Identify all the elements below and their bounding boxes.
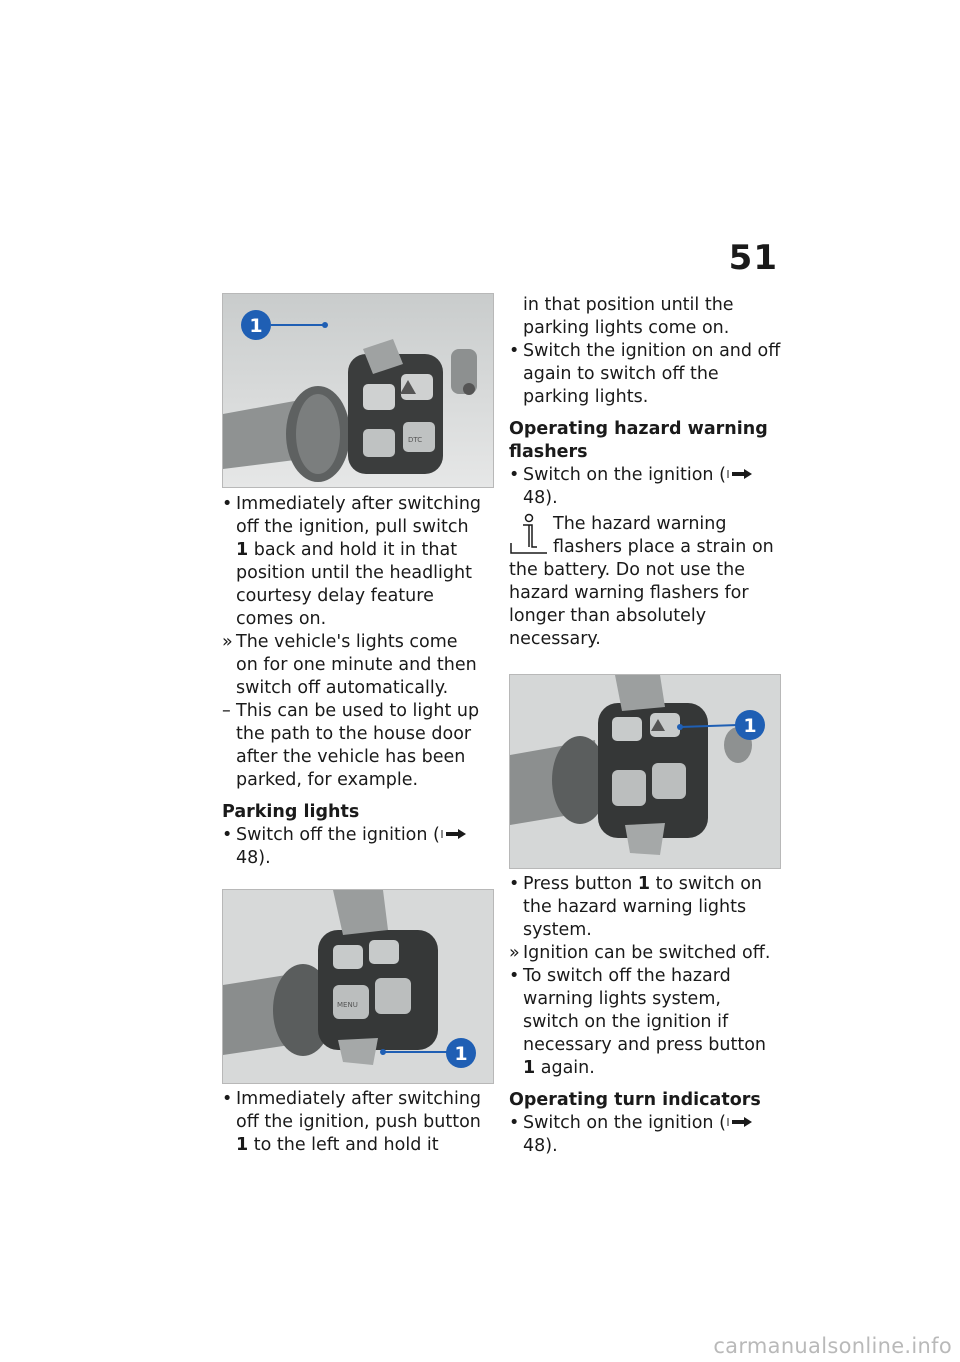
result-ignition-off: » Ignition can be switched off. (509, 943, 771, 963)
left-column (222, 293, 484, 1157)
callout-1-label: 1 (249, 315, 263, 337)
bullet-switch-off-hazard: • To switch off the hazard warning lights system, switch on the ignition if necessary and press button 1 again. (509, 966, 767, 1078)
page-reference-arrow-icon (440, 828, 468, 840)
dtc-label: DTC (408, 436, 423, 444)
info-icon (509, 513, 549, 557)
result-lights-on: » The vehicle's lights come on for one minute and then switch off automatically. (222, 632, 477, 698)
continued-text: in that position until the parking lights come on. (523, 295, 734, 338)
page-reference-arrow-icon (726, 1116, 754, 1128)
handlebar-switch-illustration-2 (223, 890, 493, 1083)
menu-label: MENU (337, 1001, 358, 1009)
bullet-pull-switch: • Immediately after switching off the ignition, pull switch 1 back and hold it in that position until the headlight courtesy delay feature comes on. (222, 494, 482, 629)
handlebar-switch-illustration-3 (510, 675, 780, 868)
figure-parking-button (222, 889, 494, 1084)
figure-hazard-button (509, 674, 781, 869)
footer-watermark: carmanualsonline.info (713, 1334, 952, 1358)
page-reference-arrow-icon (726, 468, 754, 480)
info-note: The hazard warning flashers place a strain on the battery. Do not use the hazard warning flashers for longer than absolutely necessary. (509, 514, 774, 649)
handlebar-switch-illustration-1 (223, 294, 493, 487)
page-reference[interactable]: 48 (236, 848, 259, 868)
page-reference[interactable]: 48 (523, 1136, 546, 1156)
bullet-switch-on-ignition: • Switch on the ignition ( 48). (509, 464, 781, 510)
bullet-push-button-left: • Immediately after switching off the ignition, push button 1 to the left and hold it (222, 1089, 482, 1155)
callout-1-label: 1 (454, 1043, 468, 1065)
page-number: 51 (728, 238, 778, 278)
heading-hazard-flashers: Operating hazard warning flashers (509, 419, 768, 462)
right-column (509, 294, 781, 1158)
figure-courtesy-switch (222, 293, 494, 488)
bullet-switch-on-ignition-2: • Switch on the ignition ( 48). (509, 1112, 781, 1158)
bullet-ignition-on-off: • Switch the ignition on and off again to switch off the parking lights. (509, 341, 781, 407)
dash-house-door: – This can be used to light up the path to the house door after the vehicle has been parked, for example. (222, 701, 480, 790)
heading-turn-indicators: Operating turn indicators (509, 1090, 761, 1110)
bullet-press-button: • Press button 1 to switch on the hazard warning lights system. (509, 874, 763, 940)
page-reference[interactable]: 48 (523, 488, 546, 508)
heading-parking-lights: Parking lights (222, 802, 360, 822)
bullet-switch-off-ignition: • Switch off the ignition ( 48). (222, 824, 484, 870)
callout-1-label: 1 (743, 715, 757, 737)
